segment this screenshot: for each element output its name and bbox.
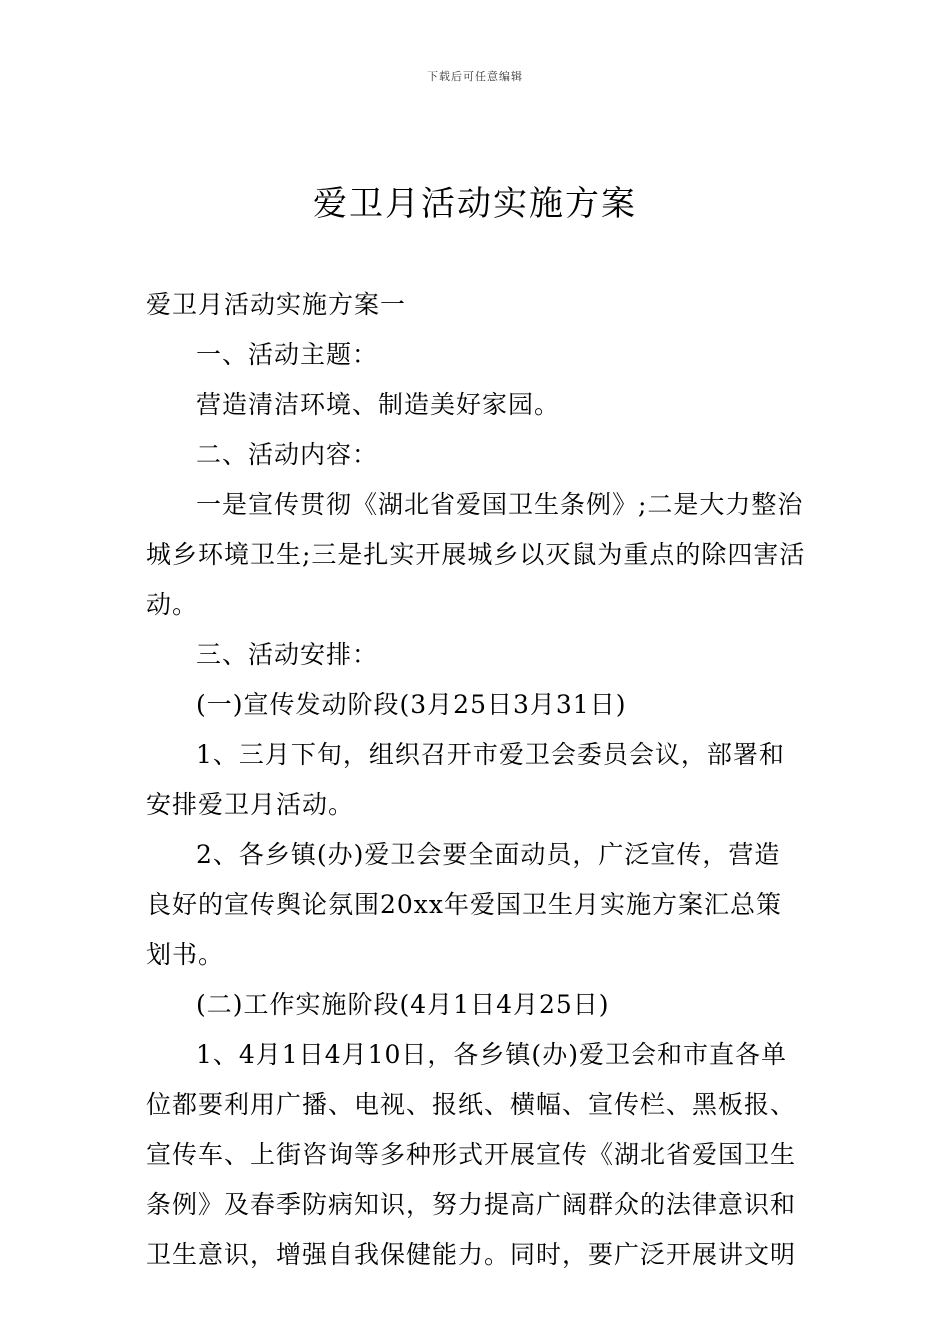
paragraph: 一、活动主题： (196, 340, 379, 369)
paragraph: 1、4月1日4月10日，各乡镇(办)爱卫会和市直各单位都要利用广播、电视、报纸、横幅、宣传栏、黑板报、宣传车、上街咨询等多种形式开展宣传《湖北省爱国卫生条例》及春季防病知识，努力提高广阔群众的法律意识和卫生意识，增强自我保健能力。同时，要广泛开展讲文明 (146, 1040, 797, 1269)
document-title: 爱卫月活动实施方案 (313, 184, 637, 224)
paragraph: 爱卫月活动实施方案一 (146, 290, 407, 319)
paragraph: 2、各乡镇(办)爱卫会要全面动员，广泛宣传，营造良好的宣传舆论氛围20xx年爱国卫生月实施方案汇总策划书。 (146, 840, 783, 969)
paragraph: 营造清洁环境、制造美好家园。 (196, 390, 561, 419)
paragraph: 二、活动内容： (196, 440, 379, 469)
paragraph: 三、活动安排： (196, 640, 379, 669)
paragraph: 一是宣传贯彻《湖北省爱国卫生条例》;二是大力整治城乡环境卫生;三是扎实开展城乡以灭鼠为重点的除四害活动。 (146, 490, 806, 619)
document-body (146, 280, 806, 1280)
paragraph: (二)工作实施阶段(4月1日4月25日) (196, 990, 610, 1019)
paragraph: 1、三月下旬，组织召开市爱卫会委员会议，部署和安排爱卫月活动。 (146, 740, 785, 819)
paragraph: (一)宣传发动阶段(3月25日3月31日) (196, 690, 627, 719)
header-note: 下载后可任意编辑 (427, 70, 523, 83)
